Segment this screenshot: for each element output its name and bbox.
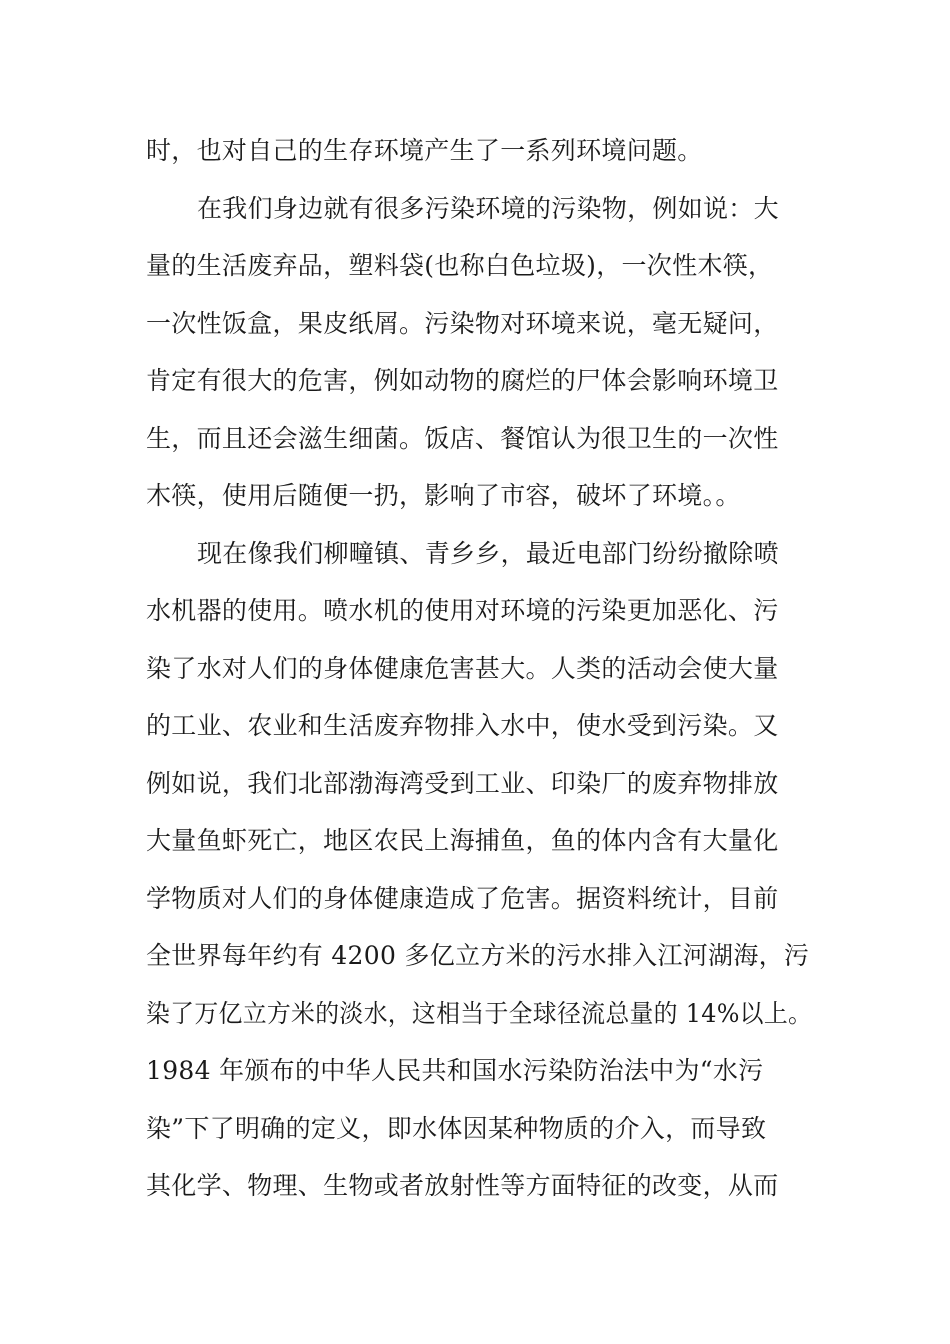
paragraph-3-line-6: 大量鱼虾死亡，地区农民上海捕鱼，鱼的体内含有大量化 xyxy=(146,826,779,855)
paragraph-2-line-3: 一次性饭盒，果皮纸屑。污染物对环境来说，毫无疑问， xyxy=(146,309,779,338)
paragraph-3-line-5: 例如说，我们北部渤海湾受到工业、印染厂的废弃物排放 xyxy=(146,769,779,798)
paragraph-3-line-7: 学物质对人们的身体健康造成了危害。据资料统计，目前 xyxy=(146,884,779,913)
paragraph-3-line-10: 1984 年颁布的中华人民共和国水污染防治法中为“水污 xyxy=(146,1056,764,1085)
paragraph-2-line-6: 木筷，使用后随便一扔，影响了市容，破坏了环境。。 xyxy=(146,481,741,510)
paragraph-2-line-5: 生，而且还会滋生细菌。饭店、餐馆认为很卫生的一次性 xyxy=(146,424,779,453)
paragraph-2-line-1: 在我们身边就有很多污染环境的污染物，例如说：大 xyxy=(197,194,779,223)
paragraph-3-line-2: 水机器的使用。喷水机的使用对环境的污染更加恶化、污 xyxy=(146,596,779,625)
paragraph-3-line-11: 染”下了明确的定义，即水体因某种物质的介入，而导致 xyxy=(146,1114,767,1143)
paragraph-2-line-2: 量的生活废弃品，塑料袋(也称白色垃圾)，一次性木筷， xyxy=(146,251,774,280)
paragraph-2-line-4: 肯定有很大的危害，例如动物的腐烂的尸体会影响环境卫 xyxy=(146,366,779,395)
paragraph-3-line-9: 染了万亿立方米的淡水，这相当于全球径流总量的 14%以上。 xyxy=(146,999,813,1028)
paragraph-3-line-4: 的工业、农业和生活废弃物排入水中，使水受到污染。又 xyxy=(146,711,779,740)
paragraph-3-line-12: 其化学、物理、生物或者放射性等方面特征的改变，从而 xyxy=(146,1171,779,1200)
paragraph-3-line-1: 现在像我们柳疃镇、青乡乡，最近电部门纷纷撤除喷 xyxy=(197,539,779,568)
text-line-1: 时，也对自己的生存环境产生了一系列环境问题。 xyxy=(146,136,703,165)
paragraph-3-line-8: 全世界每年约有 4200 多亿立方米的污水排入江河湖海，污 xyxy=(146,941,810,970)
paragraph-3-line-3: 染了水对人们的身体健康危害甚大。人类的活动会使大量 xyxy=(146,654,779,683)
